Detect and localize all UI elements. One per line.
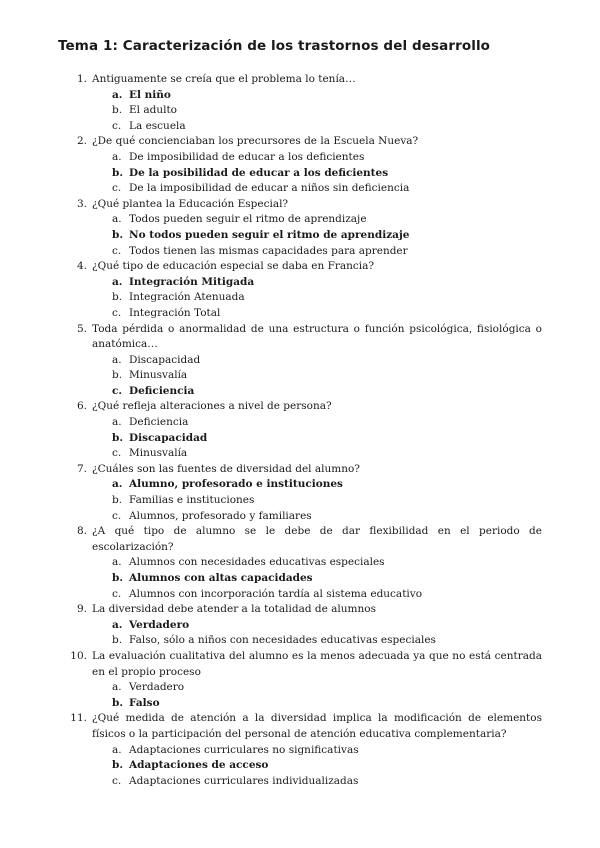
option-letter: b. <box>112 759 123 772</box>
option-letter: c. <box>112 306 122 319</box>
question-item <box>0 602 600 649</box>
question-item <box>0 524 600 602</box>
question-text: ¿Qué tipo de educación especial se daba en Francia? <box>92 260 375 273</box>
option-text: Adaptaciones curriculares no significativas <box>129 743 359 756</box>
option-text: No todos pueden seguir el ritmo de aprendizaje <box>129 228 410 241</box>
option-text: Alumnos con necesidades educativas especiales <box>129 556 385 569</box>
option-letter: b. <box>112 696 123 709</box>
option-letter: c. <box>112 244 122 257</box>
answer-options <box>0 477 600 524</box>
option-letter: b. <box>112 228 123 241</box>
answer-options <box>0 212 600 259</box>
question-stem <box>0 602 600 618</box>
option-text: Deficiencia <box>129 384 195 397</box>
question-text: La evaluación cualitativa del alumno es la menos adecuada ya que no está centrada en el propio proceso <box>92 649 542 678</box>
option-letter: b. <box>112 494 123 507</box>
option-letter: b. <box>112 369 123 382</box>
question-text: Antiguamente se creía que el problema lo tenía… <box>92 73 356 85</box>
option-letter: c. <box>112 119 122 132</box>
answer-option <box>0 509 600 525</box>
option-letter: a. <box>112 353 122 366</box>
question-stem <box>0 399 600 415</box>
question-text: Toda pérdida o anormalidad de una estructura o función psicológica, fisiológica o anatómica… <box>92 322 542 351</box>
answer-option <box>0 743 600 759</box>
question-item <box>0 399 600 461</box>
answer-option-correct <box>0 384 600 400</box>
option-letter: a. <box>112 478 123 491</box>
option-letter: c. <box>112 509 122 522</box>
option-text: Adaptaciones curriculares individualizadas <box>129 774 359 787</box>
option-text: Minusvalía <box>129 447 188 460</box>
question-stem <box>0 72 600 88</box>
option-letter: a. <box>112 681 122 694</box>
answer-options <box>0 618 600 649</box>
option-text: Falso <box>129 696 160 709</box>
question-item <box>0 72 600 134</box>
option-text: Integración Mitigada <box>129 275 255 288</box>
option-text: Familias e instituciones <box>129 494 255 507</box>
question-item <box>0 197 600 259</box>
question-number: 1. <box>76 73 87 85</box>
answer-options <box>0 415 600 462</box>
question-item <box>0 322 600 400</box>
option-text: Todos pueden seguir el ritmo de aprendizaje <box>129 213 367 226</box>
option-text: De la posibilidad de educar a los deficientes <box>129 166 389 179</box>
option-text: Integración Atenuada <box>129 291 245 304</box>
question-number: 10. <box>70 649 87 662</box>
option-text: Alumnos con altas capacidades <box>129 572 313 584</box>
question-list <box>0 72 600 789</box>
option-text: Alumnos con incorporación tardía al sistema educativo <box>129 587 423 600</box>
answer-option-correct <box>0 166 600 182</box>
answer-option <box>0 446 600 462</box>
answer-option <box>0 103 600 119</box>
answer-option <box>0 415 600 431</box>
question-stem <box>0 259 600 275</box>
answer-options <box>0 275 600 322</box>
question-stem <box>0 462 600 478</box>
option-text: La escuela <box>129 119 186 132</box>
question-number: 4. <box>76 260 87 273</box>
option-letter: b. <box>112 104 123 117</box>
option-letter: b. <box>112 166 123 179</box>
option-letter: a. <box>112 150 122 163</box>
question-number: 7. <box>76 462 87 475</box>
answer-option <box>0 680 600 696</box>
answer-option-correct <box>0 228 600 244</box>
document-title: Tema 1: Caracterización de los trastornos del desarrollo <box>58 38 491 54</box>
answer-option-correct <box>0 275 600 291</box>
option-letter: a. <box>112 618 123 631</box>
option-text: Verdadero <box>129 681 185 694</box>
answer-option-correct <box>0 571 600 587</box>
answer-option <box>0 493 600 509</box>
option-letter: c. <box>112 384 123 397</box>
option-letter: a. <box>112 213 122 226</box>
option-text: Verdadero <box>129 618 190 631</box>
option-letter: b. <box>112 431 123 444</box>
answer-option <box>0 244 600 260</box>
option-letter: c. <box>112 587 122 600</box>
option-letter: a. <box>112 275 123 288</box>
question-text: ¿De qué concienciaban los precursores de la Escuela Nueva? <box>92 135 419 148</box>
question-text: ¿Qué refleja alteraciones a nivel de persona? <box>92 400 332 413</box>
answer-option-correct <box>0 758 600 774</box>
question-text: La diversidad debe atender a la totalidad de alumnos <box>92 603 376 616</box>
option-letter: a. <box>112 743 122 756</box>
option-text: Falso, sólo a niños con necesidades educativas especiales <box>129 634 436 647</box>
answer-option-correct <box>0 696 600 712</box>
option-letter: a. <box>112 416 122 429</box>
question-number: 9. <box>76 603 87 616</box>
option-text: De imposibilidad de educar a los deficientes <box>129 150 365 163</box>
answer-option <box>0 290 600 306</box>
option-text: El adulto <box>129 104 178 117</box>
option-text: Integración Total <box>129 306 221 319</box>
question-text: ¿Qué medida de atención a la diversidad implica la modificación de elementos físicos o la participación del personal de atención educativa complementaria? <box>92 712 542 740</box>
question-item <box>0 649 600 711</box>
question-stem <box>0 711 600 742</box>
answer-option <box>0 306 600 322</box>
option-letter: a. <box>112 88 123 101</box>
option-text: Discapacidad <box>129 353 201 366</box>
question-number: 11. <box>70 712 87 725</box>
answer-option-correct <box>0 88 600 104</box>
option-text: Alumno, profesorado e instituciones <box>129 478 343 491</box>
question-item <box>0 462 600 524</box>
answer-option-correct <box>0 477 600 493</box>
answer-option <box>0 150 600 166</box>
option-letter: c. <box>112 774 122 787</box>
option-text: El niño <box>129 88 171 101</box>
option-letter: b. <box>112 572 123 584</box>
answer-option-correct <box>0 618 600 634</box>
question-number: 6. <box>76 400 87 413</box>
answer-options <box>0 88 600 135</box>
question-number: 2. <box>76 135 87 148</box>
question-number: 8. <box>76 525 87 538</box>
option-letter: b. <box>112 291 123 304</box>
question-number: 3. <box>76 197 87 210</box>
answer-option <box>0 587 600 603</box>
answer-option-correct <box>0 431 600 447</box>
question-stem <box>0 322 600 353</box>
option-letter: c. <box>112 182 122 195</box>
question-stem <box>0 134 600 150</box>
question-text: ¿Cuáles son las fuentes de diversidad del alumno? <box>92 462 360 475</box>
option-letter: b. <box>112 634 123 647</box>
option-letter: a. <box>112 556 122 569</box>
answer-option <box>0 633 600 649</box>
option-text: Minusvalía <box>129 369 188 382</box>
answer-option <box>0 353 600 369</box>
question-item <box>0 259 600 321</box>
answer-options <box>0 353 600 400</box>
question-text: ¿A qué tipo de alumno se le debe de dar flexibilidad en el periodo de escolarización? <box>92 525 542 553</box>
question-item <box>0 134 600 196</box>
option-letter: c. <box>112 447 122 460</box>
answer-options <box>0 680 600 711</box>
option-text: Todos tienen las mismas capacidades para aprender <box>129 244 408 257</box>
option-text: Alumnos, profesorado y familiares <box>129 509 312 522</box>
option-text: De la imposibilidad de educar a niños sin deficiencia <box>129 182 410 195</box>
question-stem <box>0 197 600 213</box>
answer-option <box>0 181 600 197</box>
answer-options <box>0 555 600 602</box>
answer-option <box>0 774 600 790</box>
answer-options <box>0 743 600 790</box>
question-item <box>0 711 600 789</box>
option-text: Deficiencia <box>129 416 189 429</box>
question-stem <box>0 524 600 555</box>
answer-option <box>0 212 600 228</box>
question-text: ¿Qué plantea la Educación Especial? <box>92 197 289 210</box>
answer-options <box>0 150 600 197</box>
answer-option <box>0 119 600 135</box>
question-number: 5. <box>76 322 87 335</box>
answer-option <box>0 555 600 571</box>
option-text: Discapacidad <box>129 431 208 444</box>
option-text: Adaptaciones de acceso <box>129 759 269 772</box>
answer-option <box>0 368 600 384</box>
question-stem <box>0 649 600 680</box>
